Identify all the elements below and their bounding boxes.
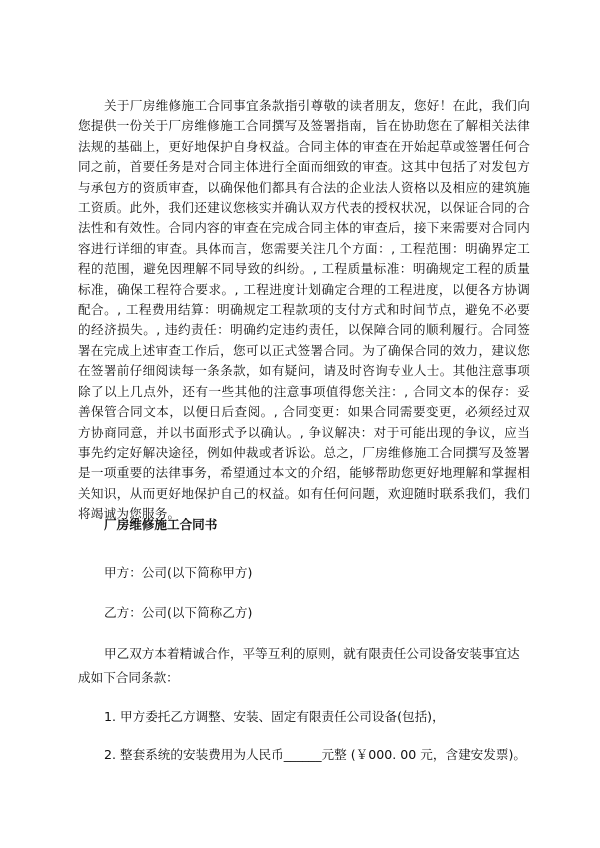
contract-title: 厂房维修施工合同书 (104, 517, 218, 532)
intro-paragraph: 关于厂房维修施工合同事宜条款指引尊敬的读者朋友，您好！在此，我们向您提供一份关于厂房维修施工合同撰写及签署指南，旨在协助您在了解相关法律法规的基础上，更好地保护自身权益。合同主体的审查在开始起草或签署任何合同之前，首要任务是对合同主体进行全面而细致的审查。这其中包括了对发包方与承包方的资质审查，以确保他们都具有合法的企业法人资格以及相应的建筑施工资质。此外，我们还建议您核实并确认双方代表的授权状况，以保证合同的合法性和有效性。合同内容的审查在完成合同主体的审查后，接下来需要对合同内容进行详细的审查。具体而言，您需要关注几个方面：, 工程范围：明确界定工程的范围，避免因理解不同导致的纠纷。, 工程质量标准：明确规定工程的质量标准，确保工程符合要求。, 工程进度计划确定合理的工程进度，以便各方协调配合。, 工程费用结算：明确规定工程款项的支付方式和时间节点，避免不必要的经济损失。, 违约责任：明确约定违约责任，以保障合同的顺利履行。合同签署在完成上述审查工作后，您可以正式签署合同。为了确保合同的效力，建议您在签署前仔细阅读每一条条款，如有疑问，请及时咨询专业人士。其他注意事项除了以上几点外，还有一些其他的注意事项值得您关注：, 合同文本的保存：妥善保管合同文本，以便日后查阅。, 合同变更：如果合同需要变更，必须经过双方协商同意，并以书面形式予以确认。, 争议解决：对于可能出现的争议，应当事先约定好解决途径，例如仲裁或者诉讼。总之，厂房维修施工合同撰写及签署是一项重要的法律事务，希望通过本文的介绍，能够帮助您更好地理解和掌握相关知识，从而更好地保护自己的权益。如有任何问题，欢迎随时联系我们，我们将竭诚为您服务。 (78, 98, 530, 522)
agreement-paragraph: 甲乙双方本着精诚合作，平等互利的原则，就有限责任公司设备安装事宜达成如下合同条款： (78, 646, 520, 685)
clause-item-1: 1. 甲方委托乙方调整、安装、固定有限责任公司设备(包括)， (104, 709, 445, 724)
party-a-line: 甲方：公司(以下简称甲方) (104, 565, 253, 580)
party-b-line: 乙方：公司(以下简称乙方) (104, 605, 253, 620)
clause-item-2: 2. 整套系统的安装费用为人民币______元整 (￥000. 00 元，含建安发票)。 (104, 747, 526, 762)
